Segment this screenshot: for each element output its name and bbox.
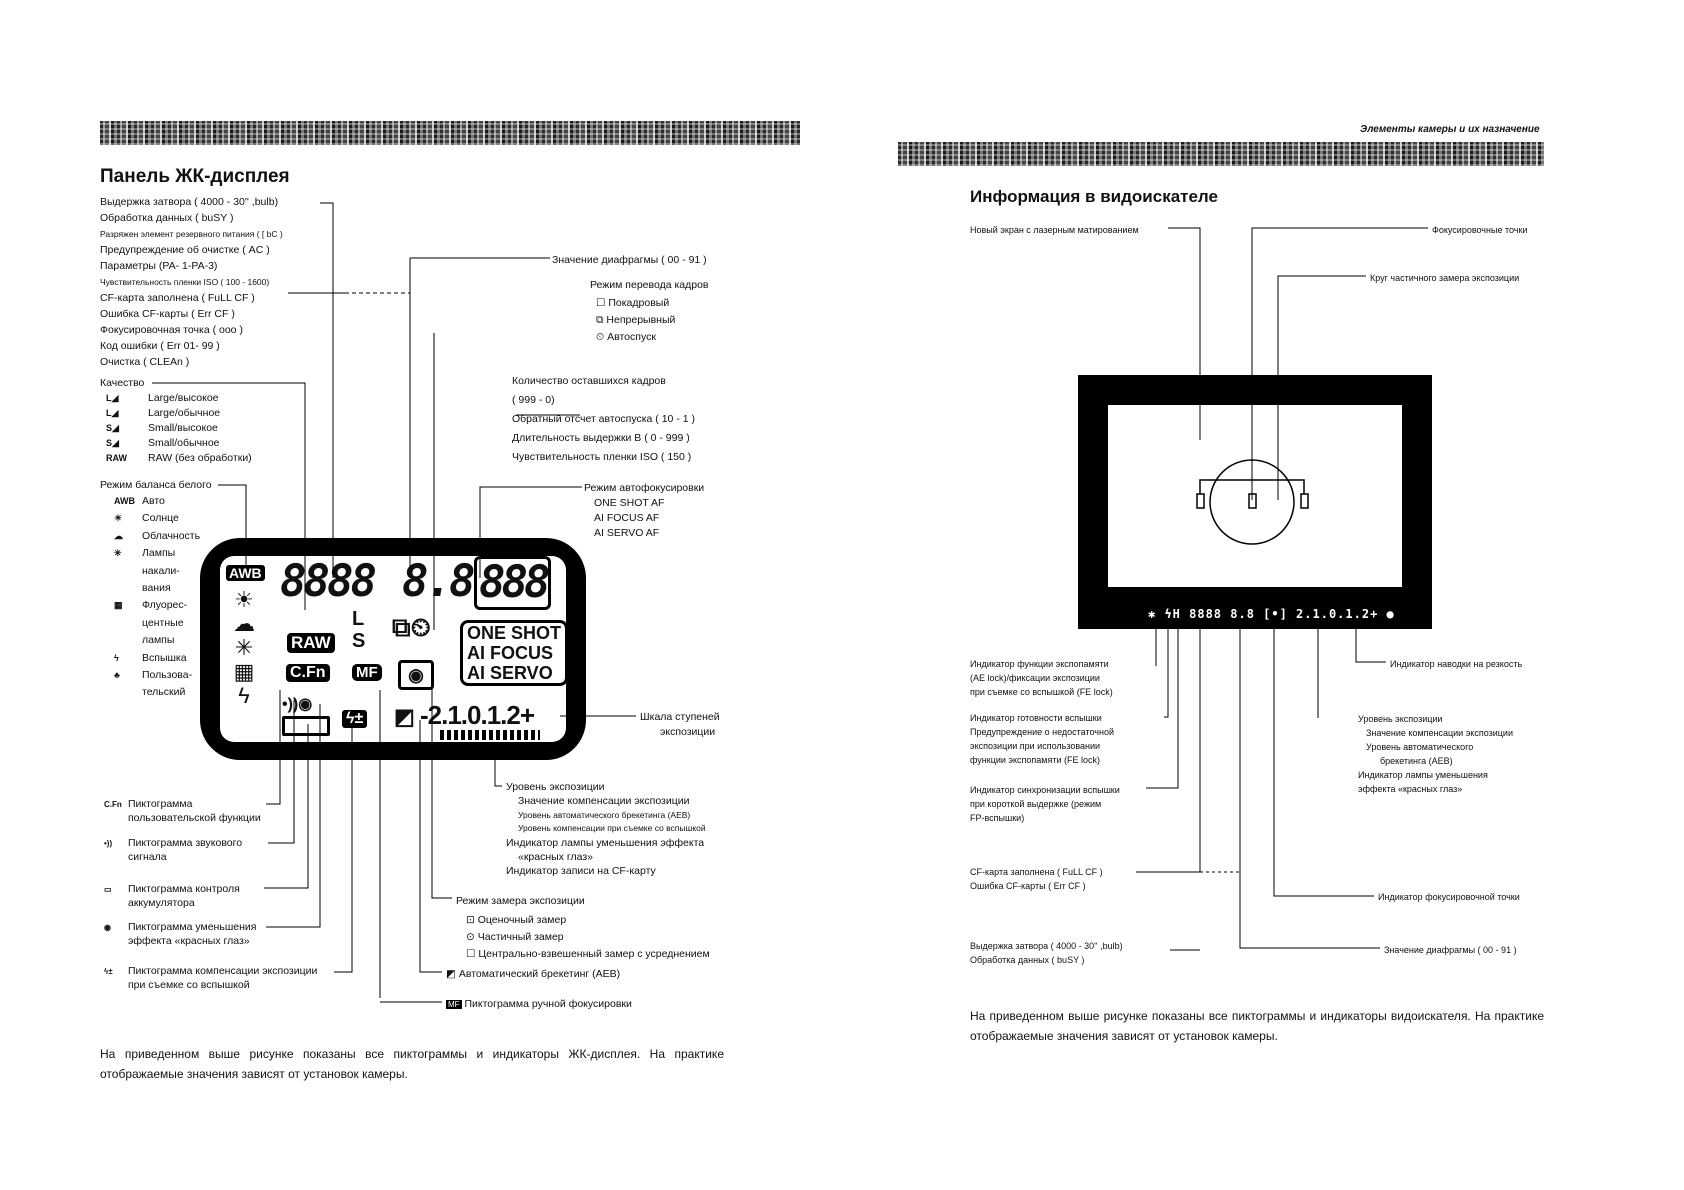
wb-text-9: Вспышка (142, 651, 187, 664)
leader-beep (268, 700, 294, 843)
lcd-quality-l: L (352, 608, 365, 630)
note-right: На приведенном выше рисунке показаны все пиктограммы и индикаторы видоискателя. На практике отображаемые значения зависят от установок камеры. (970, 1009, 1544, 1043)
exposure-right-5: эффекта «красных глаз» (1358, 784, 1463, 794)
exposure-right-1: Значение компенсации экспозиции (1366, 728, 1513, 738)
leader-lines-group (152, 203, 1428, 1002)
aeb-label: Автоматический брекетинг (AEB) (458, 968, 621, 980)
top-callout-7: Ошибка CF-карты ( Err CF ) (100, 308, 235, 320)
exposure-right-4: Индикатор лампы уменьшения (1358, 770, 1488, 780)
remaining-0: Количество оставшихся кадров (512, 375, 666, 387)
metering-evaluative-label: Оценочный замер (477, 914, 567, 926)
bottom-left-3-line-0: Пиктограмма уменьшения (128, 921, 257, 933)
wb-icon-3: ✳ (114, 548, 122, 559)
wb-icon-2: ☁ (114, 530, 123, 541)
exposure-left-3: Уровень компенсации при съемке со вспышкой (518, 823, 706, 833)
page-title-right: Информация в видоискателе (970, 187, 1218, 206)
bottom-left-0-line-0: Пиктограмма (128, 798, 193, 810)
leader-flashcomp (334, 726, 352, 972)
center-weighted-icon: ☐ (466, 948, 476, 960)
leader-fp (1146, 628, 1178, 788)
header-right: Элементы камеры и их назначение (1360, 124, 1540, 135)
lcd-awb: AWB (226, 565, 265, 581)
wb-text-7: центные (142, 616, 184, 629)
af-ai-servo: AI SERVO AF (594, 527, 660, 539)
scale-label-1: Шкала ступеней (640, 711, 720, 723)
bottom-left-icon-0: C.Fn (104, 800, 122, 809)
top-callout-10: Очистка ( CLEAn ) (100, 356, 190, 368)
lcd-cfn: C.Fn (286, 664, 330, 682)
wb-text-5: вания (142, 582, 171, 594)
wb-icon-9: ϟ (114, 652, 119, 663)
lcd-continuous-icon: ⧉⏲ (392, 612, 431, 642)
quality-icon-0: L◢ (106, 393, 119, 403)
bottom-left-2-line-1: аккумулятора (128, 897, 195, 909)
wb-text-0: Авто (142, 495, 165, 507)
note-left: На приведенном выше рисунке показаны все пиктограммы и индикаторы ЖК-дисплея. На практике отображаемые значения зависят от установок камеры. (100, 1047, 724, 1081)
metering-center-label: Центрально-взвешенный замер с усреднением (478, 948, 710, 960)
quality-icon-4: RAW (106, 453, 127, 463)
leader-screen (1168, 228, 1200, 440)
bottom-left-icon-3: ◉ (104, 923, 111, 932)
right-callout-2-1: при короткой выдержке (режим (970, 799, 1102, 809)
exposure-left-2: Уровень автоматического брекетинга (AEB) (518, 810, 691, 820)
top-callout-2: Разряжен элемент резервного питания ( [ bC ) (100, 229, 283, 239)
lcd-metering-icon: ◉ (398, 660, 434, 690)
lcd-digits-count: 888 (474, 556, 551, 610)
mf-icon: MF (448, 1000, 460, 1009)
quality-text-4: RAW (без обработки) (148, 452, 252, 464)
exposure-left-1: Значение компенсации экспозиции (518, 795, 690, 807)
exposure-left-4: Индикатор лампы уменьшения эффекта (506, 837, 705, 849)
leader-aeb (420, 720, 442, 972)
scale-label-2: экспозиции (660, 726, 716, 738)
aeb-icon: ◩ (446, 968, 456, 980)
circle-callout: Круг частичного замера экспозиции (1370, 273, 1520, 283)
aperture-callout-left: Значение диафрагмы ( 00 - 91 ) (552, 254, 707, 266)
quality-text-0: Large/высокое (148, 392, 219, 404)
leader-redeye (266, 704, 320, 927)
drive-continuous-label: Непрерывный (606, 314, 676, 326)
lcd-raw: RAW (287, 633, 335, 653)
focus-confirm-callout: Индикатор наводки на резкость (1390, 659, 1523, 669)
wb-icon-1: ☀ (114, 513, 123, 524)
leader-quality (152, 383, 305, 610)
lcd-mf: MF (352, 664, 382, 681)
right-callout-4-1: Обработка данных ( buSY ) (970, 955, 1085, 965)
lcd-af-ai-focus: AI FOCUS (467, 643, 554, 663)
quality-text-2: Small/высокое (148, 422, 218, 434)
quality-text-1: Large/обычное (148, 407, 221, 419)
wb-icon-10: ♣ (114, 670, 120, 680)
lcd-scale: -2.1.0.1.2+ (420, 700, 535, 730)
aperture-callout-right: Значение диафрагмы ( 00 - 91 ) (1384, 945, 1517, 955)
leader-flash (1164, 628, 1168, 717)
af-ai-focus: AI FOCUS AF (594, 512, 660, 524)
wb-text-10: Пользова- (142, 669, 193, 681)
wb-icon-6: ▦ (114, 600, 123, 611)
quality-label: Качество (100, 377, 145, 389)
partial-icon: ⊙ (466, 931, 475, 943)
exposure-left-0: Уровень экспозиции (506, 781, 605, 793)
screen-callout: Новый экран с лазерным матированием (970, 225, 1139, 235)
af-point-indicator-callout: Индикатор фокусировочной точки (1378, 892, 1520, 902)
af-point-left (1197, 494, 1204, 508)
leader-cfn (266, 690, 280, 804)
drive-selftimer-label: Автоспуск (607, 331, 656, 343)
bottom-left-3-line-1: эффекта «красных глаз» (128, 935, 250, 947)
top-callout-9: Код ошибки ( Err 01- 99 ) (100, 340, 220, 352)
leader-battery (264, 724, 308, 888)
wb-label: Режим баланса белого (100, 479, 212, 491)
wb-text-2: Облачность (142, 529, 201, 542)
mf-label: Пиктограмма ручной фокусировки (464, 998, 632, 1010)
bottom-left-icon-4: ϟ± (104, 967, 113, 976)
evaluative-icon: ⊡ (466, 914, 475, 926)
wb-text-4: накали- (142, 564, 180, 577)
exposure-right-0: Уровень экспозиции (1358, 714, 1443, 724)
leader-af (480, 487, 582, 578)
bottom-left-4-line-0: Пиктограмма компенсации экспозиции (128, 965, 318, 977)
right-callout-2-2: FP-вспышки) (970, 813, 1025, 823)
leader-exposure (495, 742, 502, 786)
af-label: Режим автофокусировки (584, 482, 705, 494)
top-callout-3: Предупреждение об очистке ( AC ) (100, 244, 270, 256)
lcd-digits-aperture: 8.8 (402, 556, 473, 607)
leader-aperture-right (1240, 628, 1380, 948)
bottom-left-icon-2: ▭ (104, 885, 112, 894)
leader-shutter (320, 203, 333, 578)
lcd-aeb-icon: ◩ (394, 704, 415, 729)
leader-focus-confirm (1356, 628, 1386, 662)
vf-strip: ✱ ϟH 8888 8.8 [•] 2.1.0.1.2+ ● (1148, 607, 1395, 621)
top-callout-6: CF-карта заполнена ( FuLL CF ) (100, 292, 255, 304)
lcd-flash-comp-icon: ϟ± (342, 710, 367, 728)
remaining-1: ( 999 - 0) (512, 394, 555, 406)
lcd-quality-s: S (352, 630, 366, 652)
right-callout-1-0: Индикатор готовности вспышки (970, 713, 1102, 723)
lcd-beep-icon: •))◉ (282, 696, 313, 713)
remaining-2: Обратный отсчет автоспуска ( 10 - 1 ) (512, 413, 695, 425)
right-callout-1-2: экспозиции при использовании (970, 741, 1101, 751)
right-callout-0-0: Индикатор функции экспопамяти (970, 659, 1109, 669)
exposure-right-2: Уровень автоматического (1366, 742, 1474, 752)
wb-text-6: Флуорес- (142, 599, 188, 612)
wb-text-1: Солнце (142, 512, 179, 525)
leader-metering (432, 686, 452, 898)
wb-text-8: лампы (142, 634, 175, 647)
drive-single-label: Покадровый (608, 297, 670, 309)
quality-icon-1: L◢ (106, 408, 119, 418)
lcd-af-ai-servo: AI SERVO (467, 663, 553, 683)
af-point-right (1301, 494, 1308, 508)
top-callout-0: Выдержка затвора ( 4000 - 30'' ,bulb) (100, 196, 279, 208)
bottom-left-1-line-0: Пиктограмма звукового (128, 837, 243, 849)
metering-label: Режим замера экспозиции (456, 895, 585, 907)
bottom-left-1-line-1: сигнала (128, 851, 167, 863)
lcd-digits-shutter: 8888 (280, 556, 374, 607)
page-title-left: Панель ЖК-дисплея (100, 166, 290, 187)
wb-icon-0: AWB (114, 496, 135, 506)
top-callout-4: Параметры (PA- 1-PA-3) (100, 260, 218, 272)
exposure-right-3: брекетинга (AEB) (1380, 756, 1453, 766)
right-callout-0-1: (AE lock)/фиксации экспозиции (970, 673, 1100, 683)
right-callout-0-2: при съемке со вспышкой (FE lock) (970, 687, 1113, 697)
right-callout-3-1: Ошибка CF-карты ( Err CF ) (970, 881, 1086, 891)
bottom-left-2-line-0: Пиктограмма контроля (128, 883, 240, 895)
exposure-left-5: «красных глаз» (518, 851, 593, 863)
bottom-left-icon-1: •)) (104, 839, 113, 848)
lcd-af-one-shot: ONE SHOT (467, 623, 562, 643)
continuous-icon: ⧉ (596, 314, 604, 326)
leader-wb (218, 485, 246, 568)
wb-text-3: Лампы (142, 547, 176, 560)
quality-icon-3: S◢ (106, 438, 119, 448)
lcd-wb-icons: ☀ ☁ ✳ ▦ ϟ (233, 587, 255, 708)
top-callout-5: Чувствительность пленки ISO ( 100 - 1600) (100, 277, 270, 287)
right-callout-4-0: Выдержка затвора ( 4000 - 30'' ,bulb) (970, 941, 1123, 951)
leader-circle (1278, 276, 1366, 500)
right-callout-2-0: Индикатор синхронизации вспышки (970, 785, 1120, 795)
right-callout-3-0: CF-карта заполнена ( FuLL CF ) (970, 867, 1103, 877)
remaining-3: Длительность выдержки В ( 0 - 999 ) (512, 432, 690, 444)
quality-icon-2: S◢ (106, 423, 119, 433)
right-callout-1-3: функции экспопамяти (FE lock) (970, 755, 1101, 765)
self-timer-icon: ⏲ (596, 331, 605, 343)
right-callout-1-1: Предупреждение о недостаточной (970, 727, 1114, 737)
bottom-left-4-line-1: при съемке со вспышкой (128, 979, 250, 991)
quality-text-3: Small/обычное (148, 437, 220, 449)
top-callout-1: Обработка данных ( buSY ) (100, 212, 234, 224)
af-points-callout: Фокусировочные точки (1432, 225, 1528, 235)
exposure-left-6: Индикатор записи на CF-карту (506, 865, 656, 877)
remaining-4: Чувствительность пленки ISO ( 150 ) (512, 451, 692, 463)
drive-label: Режим перевода кадров (590, 279, 709, 291)
leader-afpoint-ind (1274, 628, 1374, 896)
wb-text-11: тельский (142, 686, 186, 699)
bottom-left-0-line-1: пользовательской функции (128, 812, 261, 824)
af-one-shot: ONE SHOT AF (594, 497, 665, 509)
metering-partial-label: Частичный замер (477, 931, 564, 943)
single-frame-icon: ☐ (596, 297, 606, 309)
top-callout-8: Фокусировочная точка ( ooo ) (100, 324, 243, 336)
